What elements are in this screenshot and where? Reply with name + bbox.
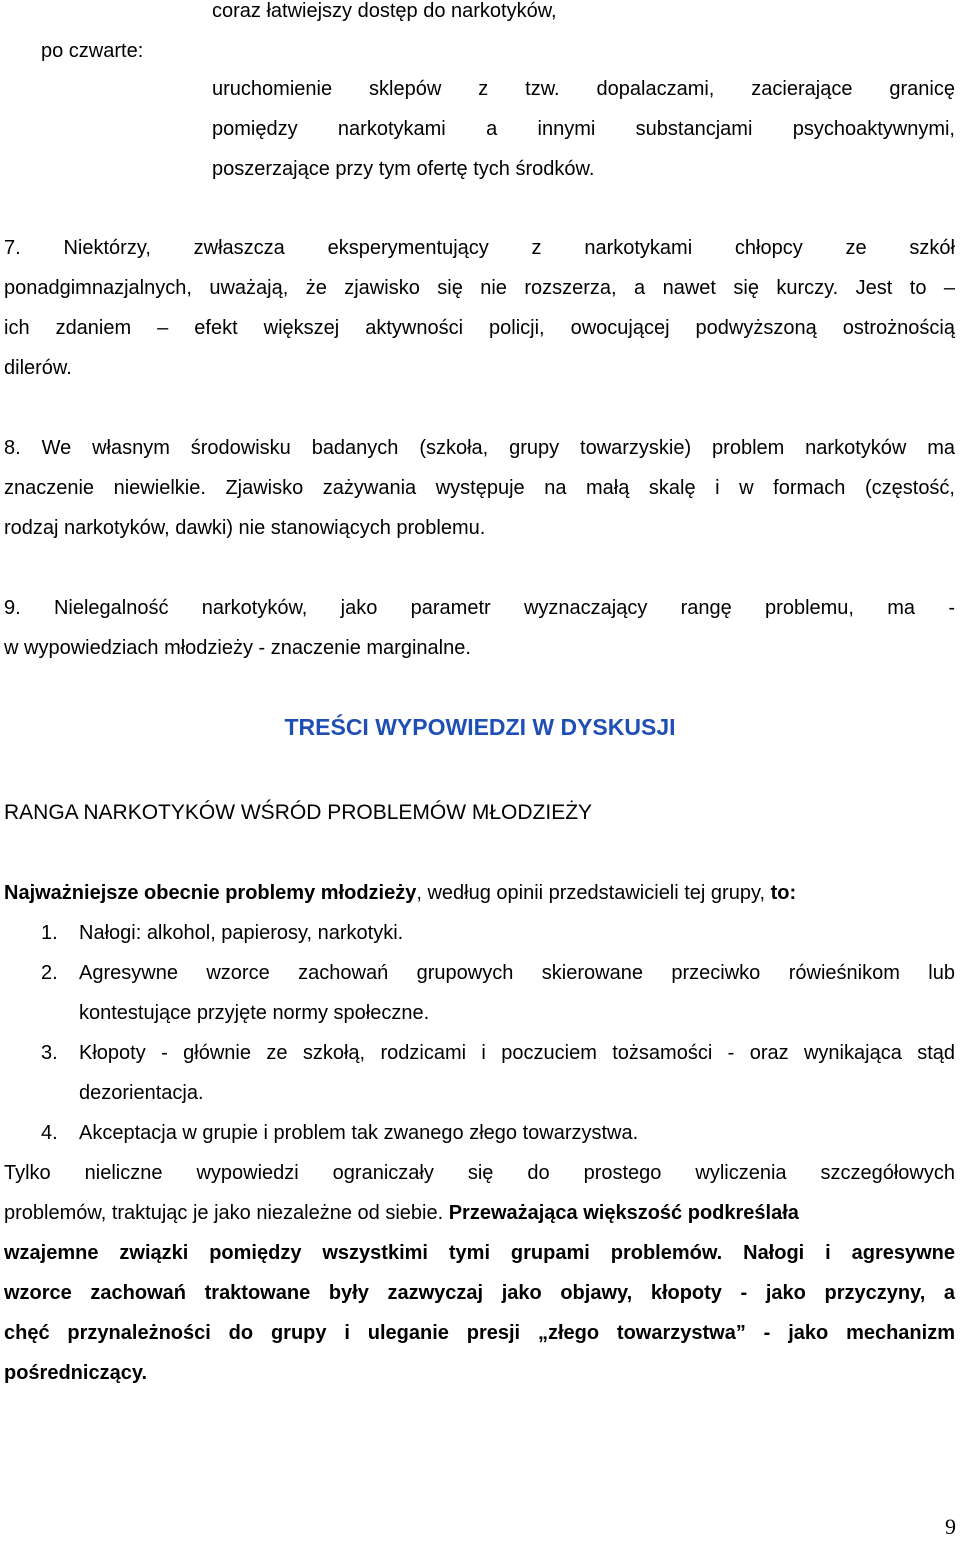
page-number: 9: [945, 1514, 956, 1539]
list-number: 1.: [41, 922, 58, 944]
list-item-text: Kłopoty - głównie ze szkołą, rodzicami i poczuciem tożsamości - oraz wynikająca stąd: [79, 1042, 955, 1064]
paragraph-line: [4, 1193, 799, 1233]
list-item-text: Agresywne wzorce zachowań grupowych skierowane przeciwko rówieśnikom lub: [79, 962, 955, 984]
section-title: RANGA NARKOTYKÓW WŚRÓD PROBLEMÓW MŁODZIEŻY: [4, 801, 593, 824]
list-item-text: Nałogi: alkohol, papierosy, narkotyki.: [79, 922, 404, 944]
closing-normal-text: problemów, traktując je jako niezależne od siebie.: [4, 1202, 449, 1224]
list-label: po czwarte:: [41, 40, 144, 62]
list-item-text: kontestujące przyjęte normy społeczne.: [79, 1002, 430, 1024]
paragraph-line: Tylko nieliczne wypowiedzi ograniczały się do prostego wyliczenia szczegółowych: [4, 1162, 955, 1184]
paragraph-line: 7. Niektórzy, zwłaszcza eksperymentujący z narkotykami chłopcy ze szkół: [4, 237, 955, 259]
list-number: 4.: [41, 1122, 58, 1144]
paragraph-line: poszerzające przy tym ofertę tych środków.: [212, 158, 595, 180]
list-number: 3.: [41, 1042, 58, 1064]
closing-bold-text: Przeważająca większość podkreślała: [448, 1202, 799, 1224]
section-heading: TREŚCI WYPOWIEDZI W DYSKUSJI: [284, 714, 676, 740]
paragraph-line: 8. We własnym środowisku badanych (szkoła, grupy towarzyskie) problem narkotyków ma: [4, 437, 955, 459]
intro-middle: , według opinii przedstawicieli tej grupy,: [416, 882, 771, 904]
list-number: 2.: [41, 962, 58, 984]
paragraph-line: wzorce zachowań traktowane były zazwyczaj jako objawy, kłopoty - jako przyczyny, a: [4, 1282, 955, 1304]
paragraph-line: dilerów.: [4, 357, 72, 379]
list-item-text: Akceptacja w grupie i problem tak zwanego złego towarzystwa.: [79, 1122, 639, 1144]
paragraph-line: ich zdaniem – efekt większej aktywności policji, owocującej podwyższoną ostrożnością: [4, 317, 955, 339]
paragraph-line: 9. Nielegalność narkotyków, jako parametr wyznaczający rangę problemu, ma -: [4, 597, 955, 619]
list-item-text: coraz łatwiejszy dostęp do narkotyków,: [212, 0, 557, 22]
paragraph-line: ponadgimnazjalnych, uważają, że zjawisko się nie rozszerza, a nawet się kurczy. Jest to –: [4, 277, 955, 299]
intro-bold-end: to:: [770, 882, 797, 904]
paragraph-line: wzajemne związki pomiędzy wszystkimi tymi grupami problemów. Nałogi i agresywne: [4, 1242, 955, 1264]
paragraph-line: znaczenie niewielkie. Zjawisko zażywania występuje na małą skalę i w formach (częstość,: [4, 477, 955, 499]
paragraph-line: uruchomienie sklepów z tzw. dopalaczami, zacierające granicę: [212, 78, 955, 100]
paragraph-line: rodzaj narkotyków, dawki) nie stanowiących problemu.: [4, 517, 486, 539]
paragraph-line: pomiędzy narkotykami a innymi substancjami psychoaktywnymi,: [212, 118, 955, 140]
paragraph-line: w wypowiedziach młodzieży - znaczenie marginalne.: [4, 637, 471, 659]
list-item-text: dezorientacja.: [79, 1082, 204, 1104]
paragraph-line: chęć przynależności do grupy i uleganie presji „złego towarzystwa” - jako mechanizm: [4, 1322, 955, 1344]
intro-line: [4, 873, 796, 913]
intro-bold-start: Najważniejsze obecnie problemy młodzieży: [4, 882, 417, 904]
paragraph-line: pośredniczący.: [4, 1362, 148, 1384]
